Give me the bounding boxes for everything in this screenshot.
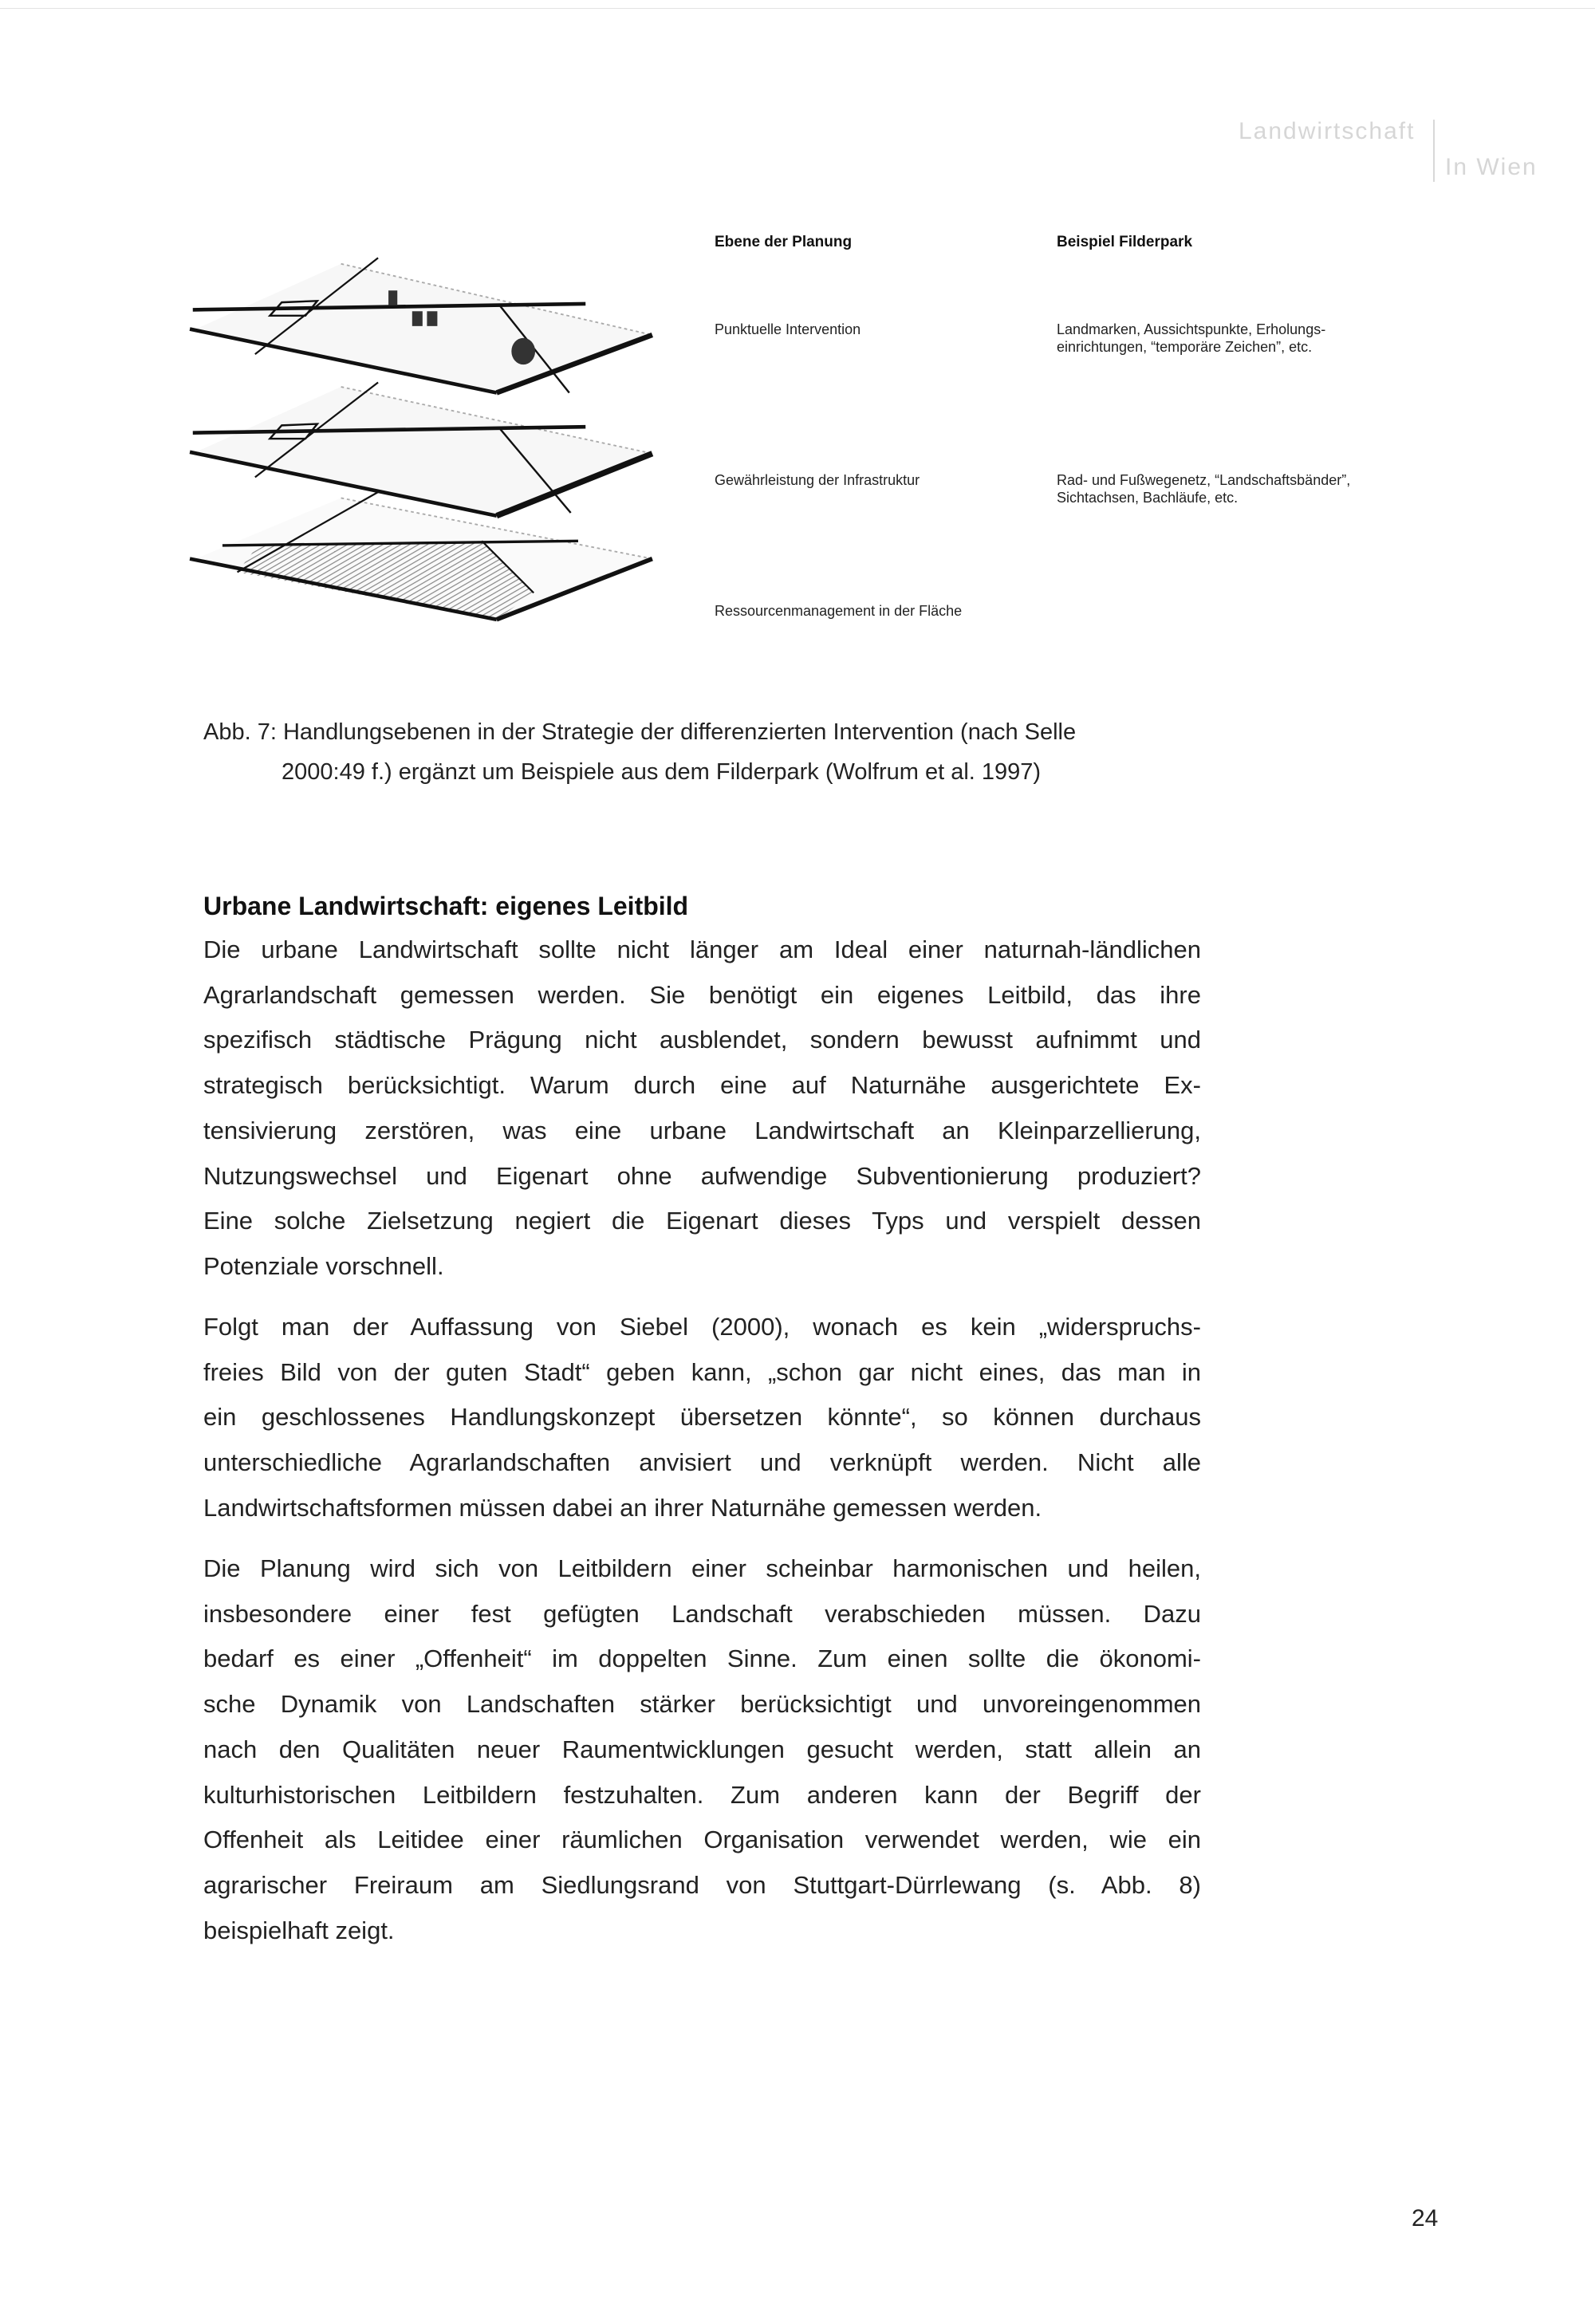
landmark-marker <box>427 311 437 326</box>
paragraph-line: ein geschlossenes Handlungskonzept übersetzen könnte“, so können durchaus <box>203 1403 1201 1432</box>
paragraph-line: strategisch berücksichtigt. Warum durch eine auf Naturnähe ausgerichtete Ex- <box>203 1071 1201 1100</box>
page-number: 24 <box>1412 2205 1439 2231</box>
layer-resource-management <box>190 492 652 620</box>
landmark-marker <box>412 311 423 326</box>
paragraph-line: kulturhistorischen Leitbildern festzuhalten. Zum anderen kann der Begriff der <box>203 1780 1201 1809</box>
paragraph-line: spezifisch städtische Prägung nicht ausblendet, sondern bewusst aufnimmt und <box>203 1026 1201 1054</box>
paragraph-line: Folgt man der Auffassung von Siebel (2000), wonach es kein „widerspruchs- <box>203 1313 1201 1341</box>
figure-caption-line: 2000:49 f.) ergänzt um Beispiele aus dem Filderpark (Wolfrum et al. 1997) <box>282 759 1042 785</box>
figure-example-line: einrichtungen, “temporäre Zeichen”, etc. <box>1057 339 1313 355</box>
paragraph-line: Die Planung wird sich von Leitbildern einer scheinbar harmonischen und heilen, <box>203 1554 1201 1582</box>
figure-caption-line: Abb. 7: Handlungsebenen in der Strategie der differenzierten Intervention (nach Selle <box>203 719 1077 745</box>
paragraph-line: sche Dynamik von Landschaften stärker berücksichtigt und unvoreingenommen <box>203 1690 1201 1719</box>
paragraph-line: Agrarlandschaft gemessen werden. Sie benötigt ein eigenes Leitbild, das ihre <box>203 980 1201 1009</box>
paragraph-line: tensivierung zerstören, was eine urbane Landwirtschaft an Kleinparzellierung, <box>203 1116 1201 1144</box>
paragraph <box>203 1305 1201 1531</box>
viewpoint-marker <box>511 338 535 364</box>
figure-column-header-example: Beispiel Filderpark <box>1057 234 1193 250</box>
paragraph-line: Potenziale vorschnell. <box>203 1251 444 1280</box>
paragraph-line: Offenheit als Leitidee einer räumlichen Organisation verwendet werden, wie ein <box>203 1826 1201 1854</box>
layer-point-intervention <box>190 258 652 392</box>
figure-example-line: Rad- und Fußwegenetz, “Landschaftsbänder”, <box>1057 472 1351 488</box>
paragraph-line: Die urbane Landwirtschaft sollte nicht länger am Ideal einer naturnah-ländlichen <box>203 936 1201 963</box>
figure-example-line: Landmarken, Aussichtspunkte, Erholungs- <box>1057 321 1326 337</box>
paragraph-line: nach den Qualitäten neuer Raumentwicklungen gesucht werden, statt allein an <box>203 1735 1201 1763</box>
paragraph-line: Nutzungswechsel und Eigenart ohne aufwendige Subventionierung produziert? <box>203 1161 1201 1190</box>
paragraph-line: Landwirtschaftsformen müssen dabei an ihrer Naturnähe gemessen werden. <box>203 1493 1042 1522</box>
section-heading: Urbane Landwirtschaft: eigenes Leitbild <box>203 892 689 920</box>
figure-example-text <box>1057 471 1350 506</box>
paragraph-line: agrarischer Freiraum am Siedlungsrand von Stuttgart-Dürrlewang (s. Abb. 8) <box>203 1870 1201 1899</box>
figure-example-text <box>1057 321 1325 356</box>
paragraph-line: insbesondere einer fest gefügten Landschaft verabschieden müssen. Dazu <box>203 1599 1201 1628</box>
paragraph <box>203 1546 1201 1953</box>
figure-level-label: Gewährleistung der Infrastruktur <box>715 472 920 488</box>
paragraph-line: bedarf es einer „Offenheit“ im doppelten Sinne. Zum einen sollte die ökonomi- <box>203 1645 1201 1673</box>
figure-column-header-level: Ebene der Planung <box>715 234 853 250</box>
figure-level-label: Ressourcenmanagement in der Fläche <box>715 603 963 619</box>
layer-infrastructure <box>190 382 652 515</box>
landmark-marker <box>388 290 397 305</box>
figure-caption <box>203 712 1076 792</box>
running-header-title: Landwirtschaft <box>1239 118 1416 144</box>
figure-example-line: Sichtachsen, Bachläufe, etc. <box>1057 490 1239 506</box>
figure-level-label: Punktuelle Intervention <box>715 321 861 337</box>
running-header-subtitle: In Wien <box>1445 154 1538 180</box>
paragraph-line: beispielhaft zeigt. <box>203 1916 395 1944</box>
paragraph <box>203 928 1201 1290</box>
paragraph-line: Eine solche Zielsetzung negiert die Eigenart dieses Typs und verspielt dessen <box>203 1207 1201 1235</box>
paragraph-line: unterschiedliche Agrarlandschaften anvisiert und verknüpft werden. Nicht alle <box>203 1448 1201 1477</box>
paragraph-line: freies Bild von der guten Stadt“ geben kann, „schon gar nicht eines, das man in <box>203 1357 1201 1386</box>
